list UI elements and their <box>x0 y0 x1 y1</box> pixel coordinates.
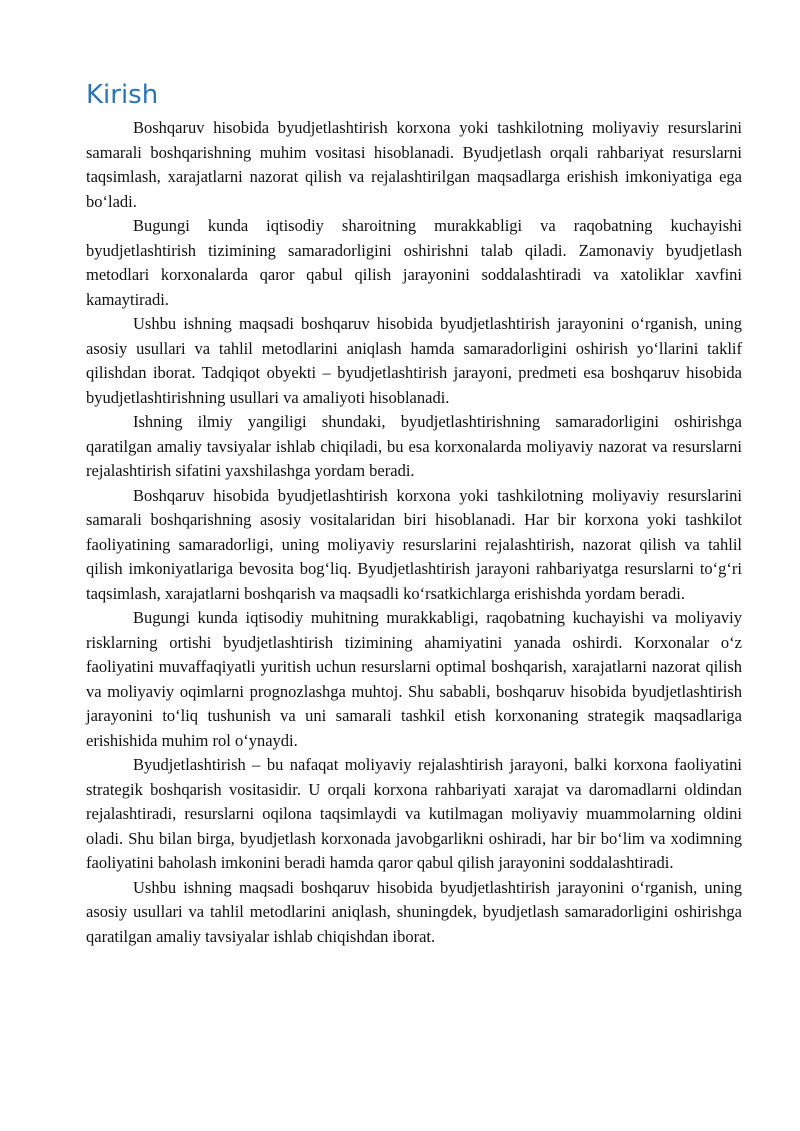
paragraph: Boshqaruv hisobida byudjetlashtirish korxona yoki tashkilotning moliyaviy resurslarini samarali boshqarishning muhim vositasi hisoblanadi. Byudjetlash orqali rahbariyat resurslarni taqsimlash, xarajatlarni nazorat qilish va rejalashtirilgan maqsadlarga erishish imkoniyatiga ega bo‘ladi. <box>86 118 742 211</box>
section-heading: Kirish <box>86 80 159 110</box>
paragraph: Byudjetlashtirish – bu nafaqat moliyaviy rejalashtirish jarayoni, balki korxona faoliyatini strategik boshqarish vositasidir. U orqali korxona rahbariyati xarajat va daromadlarni oldindan rejalashtiradi, resurslarni oqilona taqsimlaydi va kutilmagan moliyaviy muammolarning oldini oladi. Shu bilan birga, byudjetlash korxonada javobgarlikni oshiradi, har bir bo‘lim va xodimning faoliyatini baholash imkonini beradi hamda qaror qabul qilish jarayonini soddalashtiradi. <box>86 755 742 872</box>
paragraph: Ishning ilmiy yangiligi shundaki, byudjetlashtirishning samaradorligini oshirishga qaratilgan amaliy tavsiyalar ishlab chiqiladi, bu esa korxonalarda moliyaviy nazorat va resurslarni rejalashtirish sifatini yaxshilashga yordam beradi. <box>86 412 742 480</box>
paragraph: Boshqaruv hisobida byudjetlashtirish korxona yoki tashkilotning moliyaviy resurslarini samarali boshqarishning asosiy vositalaridan biri hisoblanadi. Har bir korxona yoki tashkilot faoliyatining samaradorligi, uning moliyaviy resurslarini rejalashtirish, nazorat qilish va tahlil qilish imkoniyatlariga bevosita bog‘liq. Byudjetlashtirish jarayoni rahbariyatga resurslarni to‘g‘ri taqsimlash, xarajatlarni boshqarish va maqsadli ko‘rsatkichlarga erishishda yordam beradi. <box>86 485 742 603</box>
paragraph: Ushbu ishning maqsadi boshqaruv hisobida byudjetlashtirish jarayonini o‘rganish, uning asosiy usullari va tahlil metodlarini aniqlash, shuningdek, byudjetlash samaradorligini oshirishga qaratilgan amaliy tavsiyalar ishlab chiqishdan iborat. <box>86 877 742 946</box>
document-page <box>86 78 742 949</box>
paragraph: Ushbu ishning maqsadi boshqaruv hisobida byudjetlashtirish jarayonini o‘rganish, uning asosiy usullari va tahlil metodlarini aniqlash hamda samaradorligini oshirish yo‘llarini taklif qilishdan iborat. Tadqiqot obyekti – byudjetlashtirish jarayoni, predmeti esa boshqaruv hisobida byudjetlashtirishning usullari va amaliyoti hisoblanadi. <box>86 314 742 407</box>
paragraph: Bugungi kunda iqtisodiy sharoitning murakkabligi va raqobatning kuchayishi byudjetlashtirish tizimining samaradorligini oshirishni talab qiladi. Zamonaviy byudjetlash metodlari korxonalarda qaror qabul qilish jarayonini soddalashtiradi va xatoliklar xavfini kamaytiradi. <box>86 216 742 309</box>
paragraph: Bugungi kunda iqtisodiy muhitning murakkabligi, raqobatning kuchayishi va moliyaviy risklarning ortishi byudjetlashtirish tizimining ahamiyatini yanada oshirdi. Korxonalar o‘z faoliyatini muvaffaqiyatli yuritish uchun resurslarni optimal boshqarish, xarajatlarni nazorat qilish va moliyaviy oqimlarni prognozlashga muhtoj. Shu sababli, boshqaruv hisobida byudjetlashtirish jarayonini to‘liq tushunish va uni samarali tashkil etish korxonaning strategik maqsadlariga erishishida muhim rol o‘ynaydi. <box>86 608 742 750</box>
